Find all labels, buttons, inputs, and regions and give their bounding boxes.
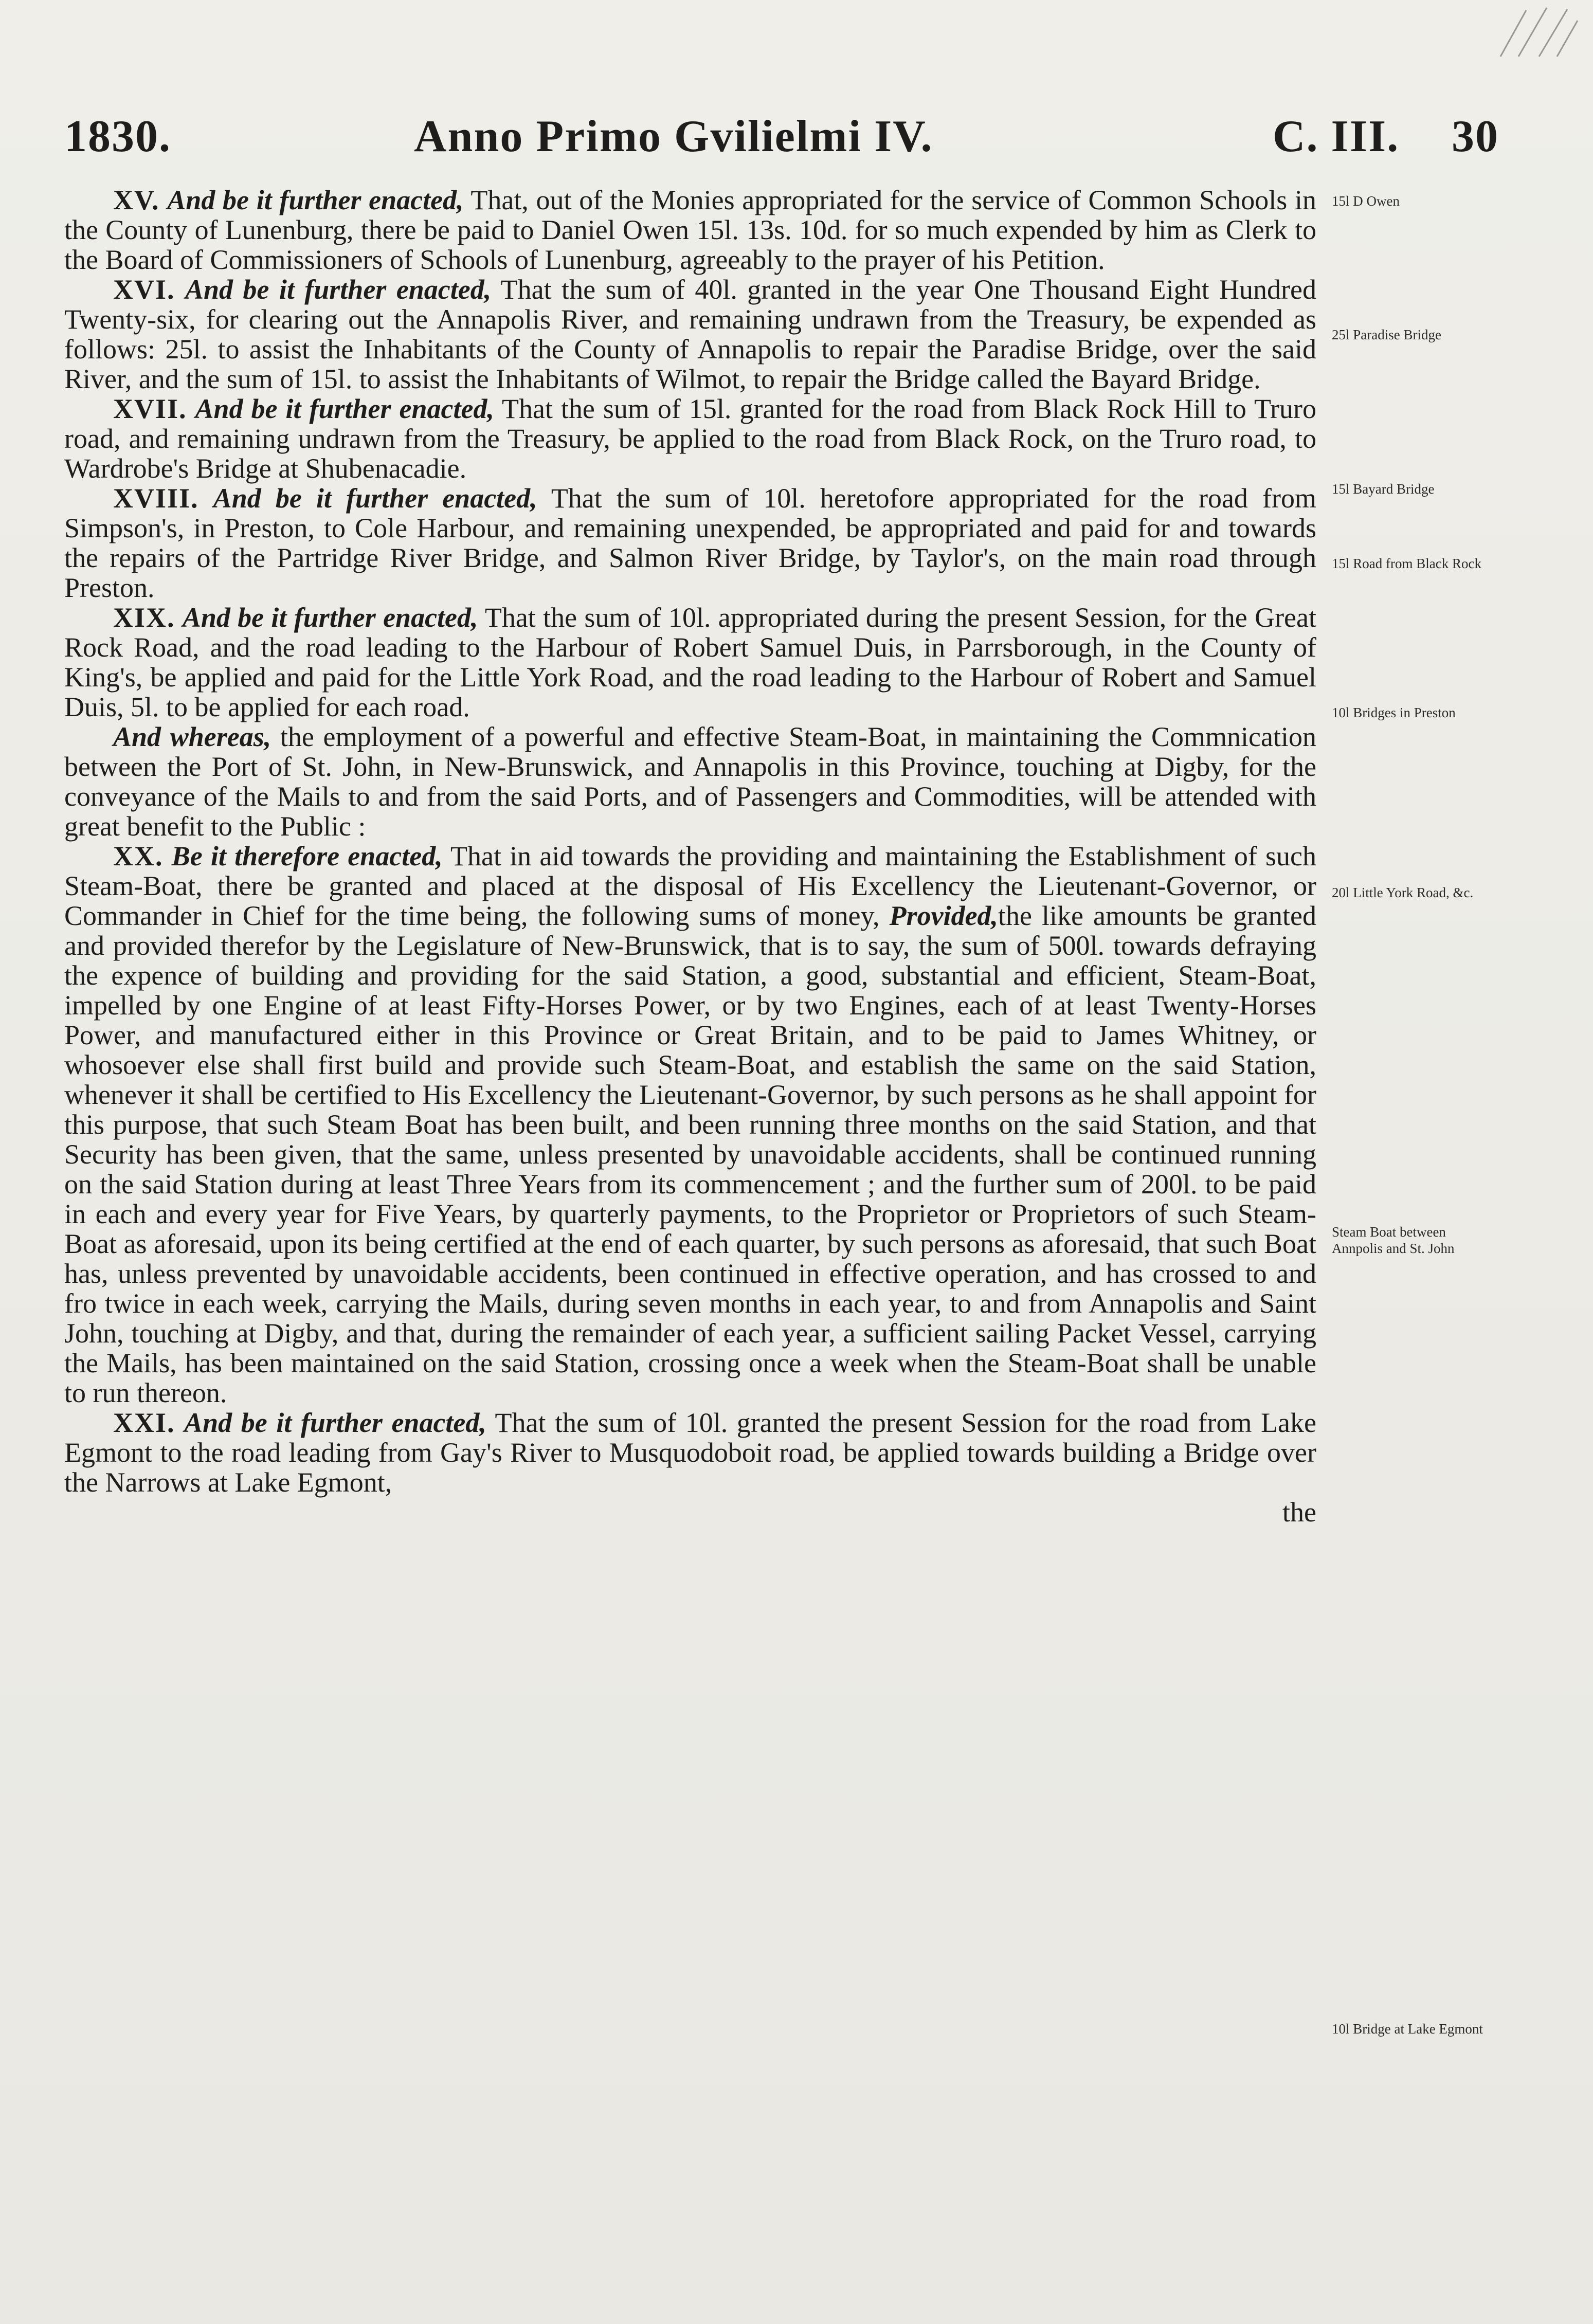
- margin-note-black-rock: 15l Road from Black Rock: [1332, 556, 1481, 571]
- scan-artifact-lines: [1490, 5, 1583, 62]
- section-number: XV.: [113, 185, 160, 215]
- section-xxi: [64, 1408, 1316, 1497]
- section-text: That the sum of 10l. heretofore appropriated for the road from Simpson's, in Preston, to Cole Harbour, and remaining unexpended, be appropriated and paid for and towards the repairs of the Partridge River Bridge, and Salmon River Bridge, by Taylor's, on the main road through Preston.: [64, 483, 1317, 603]
- margin-note-steam-boat: Steam Boat between Annpolis and St. John: [1332, 1224, 1455, 1256]
- section-number: XIX.: [113, 602, 175, 633]
- enacting-formula: And be it further enacted,: [185, 274, 492, 305]
- statute-text: [64, 185, 1316, 1527]
- enacting-formula: And be it further enacted,: [213, 483, 537, 514]
- section-text: That the sum of 15l. granted for the road from Black Rock Hill to Truro road, and remaining undrawn from the Treasury, be applied to the road from Black Rock, on the Truro road, to Wardrobe's Bridge at Shubenacadie.: [64, 393, 1316, 484]
- whereas-formula: And whereas,: [113, 721, 271, 752]
- section-number: XVI.: [113, 274, 175, 305]
- enacting-formula: Be it therefore enacted,: [171, 841, 443, 872]
- enacting-formula: And be it further enacted,: [195, 393, 494, 424]
- section-xvii: [64, 394, 1316, 483]
- section-text: That, out of the Monies appropriated for the service of Common Schools in the County of Lunenburg, there be paid to Daniel Owen 15l. 13s. 10d. for so much expended by him as Clerk to the Board of Commissioners of Schools of Lunenburg, agreeably to the prayer of his Petition.: [64, 185, 1316, 275]
- section-xx: [64, 841, 1316, 1408]
- section-xviii: [64, 483, 1316, 603]
- margin-note-preston: 10l Bridges in Preston: [1332, 705, 1456, 720]
- enacting-formula: And be it further enacted,: [184, 1407, 486, 1438]
- preamble-whereas: [64, 722, 1316, 841]
- enacting-formula: And be it further enacted,: [182, 602, 478, 633]
- margin-note-lake-egmont: 10l Bridge at Lake Egmont: [1332, 2021, 1483, 2037]
- section-number: XX.: [113, 841, 164, 872]
- section-number: XVIII.: [113, 483, 199, 514]
- page-number: 30: [1452, 112, 1499, 161]
- margin-note-owen: 15l D Owen: [1332, 193, 1400, 209]
- margin-note-bayard-bridge: 15l Bayard Bridge: [1332, 481, 1435, 497]
- header-title: Anno Primo Gvilielmi IV.: [414, 112, 933, 161]
- enacting-formula: And be it further enacted,: [167, 185, 464, 215]
- header-chapter: C. III.: [1273, 112, 1400, 161]
- margin-note-little-york: 20l Little York Road, &c.: [1332, 885, 1474, 900]
- header-year: 1830.: [64, 112, 171, 161]
- running-header: [64, 111, 1499, 172]
- catchword: the: [1282, 1497, 1316, 1528]
- margin-note-paradise-bridge: 25l Paradise Bridge: [1332, 327, 1441, 342]
- section-number: XXI.: [113, 1407, 175, 1438]
- section-text: That the sum of 40l. granted in the year One Thousand Eight Hundred Twenty-six, for clearing out the Annapolis River, and remaining undrawn from the Treasury, be expended as follows: 25l. to assist the Inhabitants of the County of Annapolis to repair the Paradise Bridge, over the said River, and the sum of 15l. to assist the Inhabitants of Wilmot, to repair the Bridge called the Bayard Bridge.: [64, 274, 1317, 394]
- section-xvi: [64, 275, 1316, 394]
- section-text: That the sum of 10l. granted the present Session for the road from Lake Egmont to the road leading from Gay's River to Musquodoboit road, be applied towards building a Bridge over the Narrows at Lake Egmont,: [64, 1407, 1316, 1498]
- preamble-text: the employment of a powerful and effective Steam-Boat, in maintaining the Commnication between the Port of St. John, in New-Brunswick, and Annapolis in this Province, touching at Digby, for the conveyance of the Mails to and from the said Ports, and of Passengers and Commodities, will be attended with great benefit to the Public :: [64, 721, 1316, 842]
- section-xv: [64, 185, 1316, 275]
- section-text: the like amounts be granted and provided therefor by the Legislature of New-Brunswick, that is to say, the sum of 500l. towards defraying the expence of building and providing for the said Station, a good, substantial and efficient, Steam-Boat, impelled by one Engine of at least Fifty-Horses Power, or by two Engines, each of at least Twenty-Horses Power, and manufactured either in this Province or Great Britain, and to be paid to James Whitney, or whosoever else shall first build and provide such Steam-Boat, and establish the same on the said Station, whenever it shall be certified to His Excellency the Lieutenant-Governor, by such persons as he shall appoint for this purpose, that such Steam Boat has been built, and been running three months on the said Station, and that Security has been given, that the same, unless presented by unavoidable accidents, shall be continued running on the said Station during at least Three Years from its commencement ; and the further sum of 200l. to be paid in each and every year for Five Years, by quarterly payments, to the Proprietor or Proprietors of such Steam-Boat as aforesaid, upon its being certified at the end of each quarter, by such persons as aforesaid, that such Boat has, unless prevented by unavoidable accidents, been continued in effective operation, and has crossed to and fro twice in each week, carrying the Mails, during seven months in each year, to and from Annapolis and Saint John, touching at Digby, and that, during the remainder of each year, a sufficient sailing Packet Vessel, carrying the Mails, has been maintained on the said Station, crossing once a week when the Steam-Boat shall be unable to run thereon.: [64, 900, 1316, 1408]
- section-text: That the sum of 10l. appropriated during the present Session, for the Great Rock Road, and the road leading to the Harbour of Robert Samuel Duis, in Parrsborough, in the County of King's, be applied and paid for the Little York Road, and the road leading to the Harbour of Robert and Samuel Duis, 5l. to be applied for each road.: [64, 602, 1316, 722]
- section-xix: [64, 603, 1316, 722]
- proviso-word: Provided,: [889, 900, 999, 931]
- section-number: XVII.: [113, 393, 187, 424]
- section-text-before: That in aid towards the providing and maintaining the Establishment of such Steam-Boat, there be granted and placed at the disposal of His Excellency the Lieutenant-Governor, or Commander in Chief for the time being, the following sums of money,: [64, 841, 1317, 931]
